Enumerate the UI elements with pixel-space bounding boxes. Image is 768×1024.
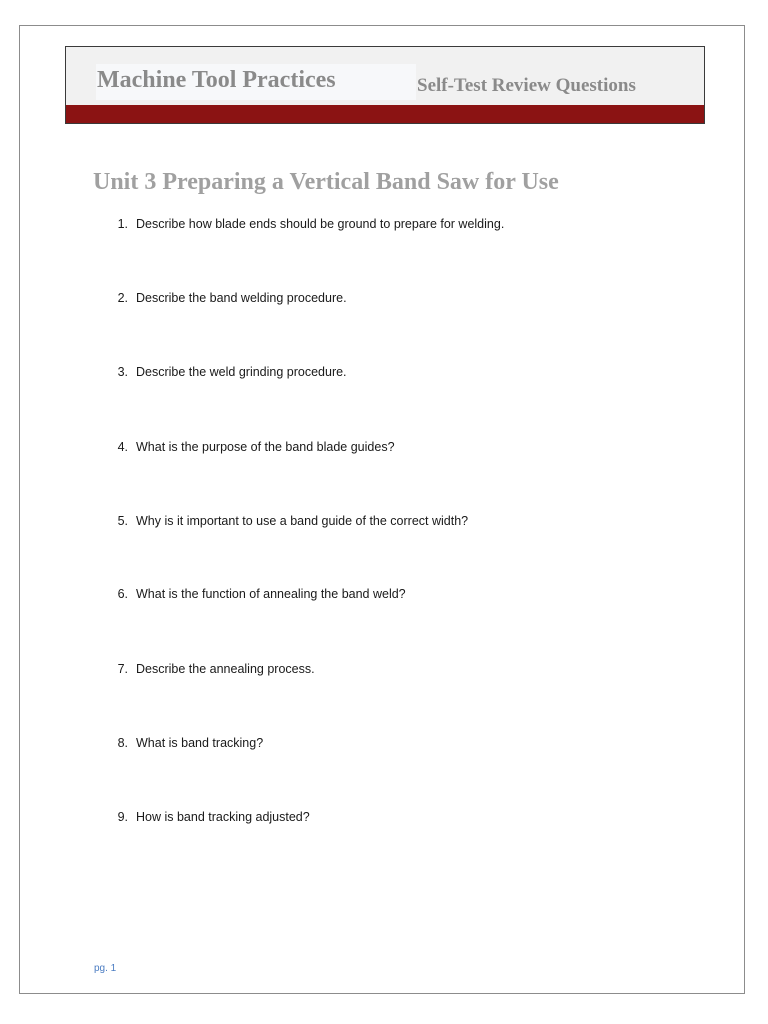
question-number: 5. bbox=[117, 514, 128, 528]
question-text: What is the function of annealing the band weld? bbox=[136, 587, 406, 601]
question-number: 1. bbox=[117, 217, 128, 231]
question-text: Describe the weld grinding procedure. bbox=[136, 365, 347, 379]
document-page bbox=[19, 25, 745, 994]
question-text: What is band tracking? bbox=[136, 736, 264, 750]
question-text: Describe the band welding procedure. bbox=[136, 291, 347, 305]
question-text: Why is it important to use a band guide of the correct width? bbox=[136, 514, 469, 528]
unit-title: Unit 3 Preparing a Vertical Band Saw for Use bbox=[93, 169, 559, 195]
question-number: 2. bbox=[117, 291, 128, 305]
page-header bbox=[65, 46, 705, 124]
question-text: How is band tracking adjusted? bbox=[136, 810, 310, 824]
question-text: What is the purpose of the band blade guides? bbox=[136, 440, 395, 454]
question-number: 6. bbox=[117, 587, 128, 601]
question-number: 4. bbox=[117, 440, 128, 454]
header-subtitle: Self-Test Review Questions bbox=[417, 75, 636, 96]
question-number: 3. bbox=[117, 365, 128, 379]
question-text: Describe the annealing process. bbox=[136, 662, 315, 676]
header-rule bbox=[66, 105, 704, 123]
header-title: Machine Tool Practices bbox=[97, 67, 336, 93]
question-number: 8. bbox=[117, 736, 128, 750]
question-number: 9. bbox=[117, 810, 128, 824]
question-text: Describe how blade ends should be ground to prepare for welding. bbox=[136, 217, 505, 231]
question-number: 7. bbox=[117, 662, 128, 676]
page-number: pg. 1 bbox=[94, 963, 117, 974]
